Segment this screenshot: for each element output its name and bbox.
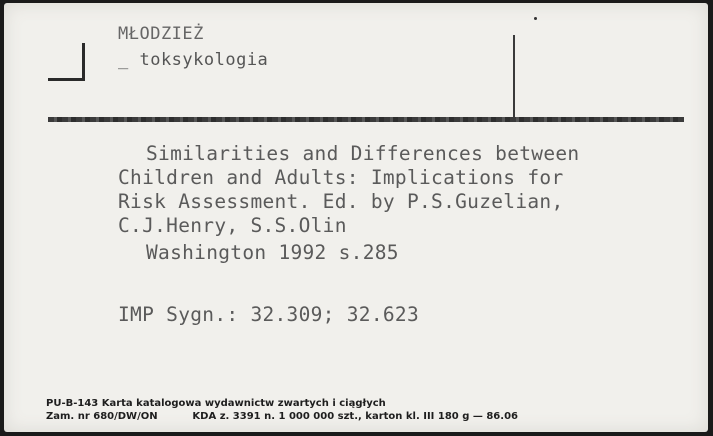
vertical-divider <box>513 35 515 119</box>
subject-heading: MŁODZIEŻ <box>118 24 204 44</box>
corner-mark-horizontal <box>48 78 85 81</box>
catalog-card <box>4 3 708 432</box>
entry-line-2: Children and Adults: Implications for <box>118 166 564 189</box>
corner-mark-vertical <box>82 43 85 81</box>
entry-line-4: C.J.Henry, S.S.Olin <box>118 214 347 237</box>
entry-line-1: Similarities and Differences between <box>146 142 580 165</box>
footer-line-2: Zam. nr 680/DW/ON KDA z. 3391 n. 1 000 000 szt., karton kl. III 180 g — 86.06 <box>46 411 518 422</box>
horizontal-rule <box>48 117 684 122</box>
footer-line-1: PU-B-143 Karta katalogowa wydawnictw zwartych i ciągłych <box>46 398 386 409</box>
call-number: IMP Sygn.: 32.309; 32.623 <box>118 303 419 326</box>
entry-line-5: Washington 1992 s.285 <box>146 241 399 264</box>
entry-line-3: Risk Assessment. Ed. by P.S.Guzelian, <box>118 190 564 213</box>
ink-dot <box>534 17 537 20</box>
subject-subheading: _ toksykologia <box>118 50 269 70</box>
